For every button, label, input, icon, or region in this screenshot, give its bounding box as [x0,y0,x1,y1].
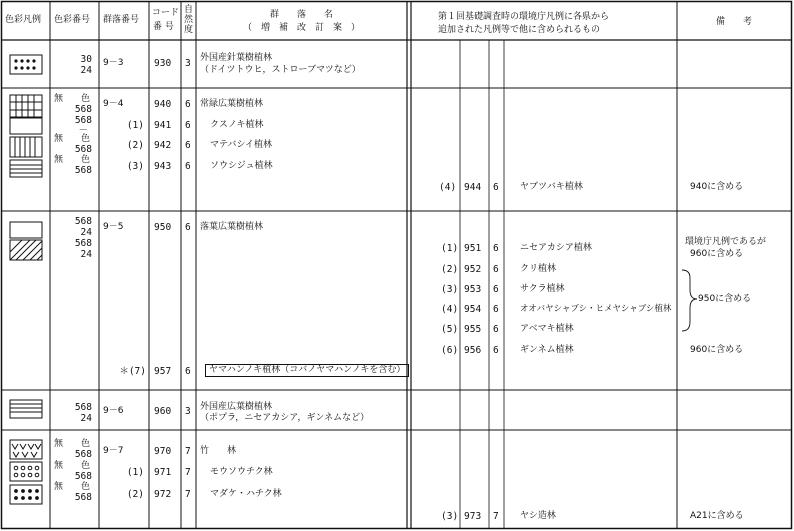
color-number: 24 [80,65,92,76]
code-number: 930 [154,58,172,69]
added-nat: 6 [493,345,499,356]
header-nat-a: 自 [184,5,194,15]
community-name: モウソウチク林 [210,467,273,477]
header-nat-c: 度 [184,25,194,35]
header-name-a: 群 落 名 [269,10,333,20]
sub-number: ＊(7) [119,366,146,377]
color-number: 24 [80,249,92,260]
color-number: 無 色 [54,482,91,492]
code-number: 943 [154,161,172,172]
code-number: 941 [154,120,172,131]
color-number: 568 [74,471,92,482]
code-number: 971 [154,467,172,478]
added-code: 956 [464,345,482,356]
color-number: 568 [74,165,92,176]
added-sub-number: (6) [441,345,459,356]
added-name: クリ植林 [520,264,557,274]
swatch-plain-950 [10,222,42,238]
naturalness: 6 [185,99,191,110]
added-sub-number: (3) [441,511,459,522]
swatch-vertical-942 [10,137,42,157]
naturalness: 7 [185,446,191,457]
added-code: 953 [464,284,482,295]
swatch-horizontal-943 [10,160,42,177]
sub-number: (2) [126,489,144,500]
naturalness: 3 [185,58,191,69]
color-number: 30 [80,54,92,65]
sub-number: (3) [126,161,144,172]
added-sub-number: (3) [441,284,459,295]
swatch-dots-930 [10,55,42,74]
color-number: 568 [74,104,92,115]
remark: 環境庁凡例であるが [685,237,767,247]
remark: 960に含める [690,249,744,259]
sub-number: (1) [126,467,144,478]
header-code-b: 番 号 [153,22,174,32]
community-name: 外国産広葉樹植林 [200,402,273,412]
added-nat: 6 [493,284,499,295]
group-number: 9－6 [103,406,124,416]
community-name: マダケ・ハチク林 [210,489,282,499]
added-nat: 6 [493,182,499,193]
added-name: ギンネム植林 [520,345,574,355]
swatch-dense-dots-972 [10,485,42,504]
header-color-number: 色彩番号 [54,15,91,25]
added-code: 954 [464,304,482,315]
added-sub-number: (4) [441,304,459,315]
remark: 940に含める [690,182,744,192]
sub-number: (1) [126,120,144,131]
naturalness: 7 [185,467,191,478]
color-number: 568 [74,238,92,249]
swatch-grid-940 [10,95,42,117]
community-name: 常緑広葉樹植林 [200,99,264,109]
added-nat: 6 [493,243,499,254]
code-number: 960 [154,406,172,417]
naturalness: 6 [185,161,191,172]
code-number: 940 [154,99,172,110]
code-number: 970 [154,446,172,457]
community-name-sub: （ドイツトウヒ，ストローブマツなど） [200,65,361,75]
community-name-sub: （ポプラ，ニセアカシア，ギンネムなど） [200,413,370,423]
added-sub-number: (4) [439,182,457,193]
swatch-chevron-970 [10,440,42,459]
color-number: 568 [74,492,92,503]
added-nat: 6 [493,264,499,275]
added-code: 952 [464,264,482,275]
community-name: マテバシイ植林 [210,140,273,150]
header-added-a: 第１回基礎調査時の環境庁凡例に各県から [438,12,610,22]
added-nat: 7 [493,511,499,522]
remark: 960に含める [690,345,744,355]
added-code: 951 [464,243,482,254]
sub-number: (2) [126,140,144,151]
added-name: オオバヤシャブシ・ヒメヤシャブシ植林 [520,304,672,314]
community-name: 竹 林 [200,446,237,456]
header-code-a: コード [152,8,180,18]
added-nat: 6 [493,324,499,335]
swatch-rings-971 [10,462,42,481]
swatch-horizontal-960 [10,400,42,418]
added-sub-number: (5) [441,324,459,335]
naturalness: 6 [185,120,191,131]
added-name: ヤシ造林 [520,511,556,521]
header-added-b: 追加された凡例等で他に含められるもの [438,25,601,35]
added-sub-number: (1) [441,243,459,254]
color-number: 24 [80,413,92,424]
code-number: 950 [154,222,172,233]
color-number: 568 [74,402,92,413]
color-number: － [78,125,88,136]
color-number: 無 色 [54,461,91,471]
group-number: 9－5 [103,222,124,232]
header-legend: 色彩凡例 [5,15,42,25]
added-nat: 6 [493,304,499,315]
color-number: 無 色 [54,439,91,449]
group-number: 9－7 [103,446,124,456]
color-number: 無 色 [54,94,91,104]
added-name: アベマキ植林 [520,324,574,334]
group-number: 9－3 [103,58,124,68]
swatch-diagonal-957 [10,240,42,260]
naturalness: 6 [185,140,191,151]
code-number: 972 [154,489,172,500]
remark: A21に含める [690,511,744,521]
community-name: 外国産針葉樹植林 [200,53,273,63]
brace-remark: 950に含める [698,294,752,304]
added-name: サクラ植林 [520,284,565,294]
color-number: 24 [80,227,92,238]
group-number: 9－4 [103,99,124,109]
code-number: 957 [154,366,172,377]
color-number: 無 色 [54,155,91,165]
swatch-plain-941 [10,118,42,134]
added-name: ヤブツバキ植林 [520,182,583,192]
color-number: 無 色 [54,134,91,144]
color-number: 568 [74,115,92,126]
naturalness: 6 [185,366,191,377]
color-number: 568 [74,449,92,460]
header-nat-b: 然 [184,15,194,25]
added-name: ニセアカシア植林 [520,243,592,253]
community-name: クスノキ植林 [210,120,264,130]
added-code: 973 [464,511,482,522]
added-code: 955 [464,324,482,335]
added-code: 944 [464,182,482,193]
header-remarks: 備 考 [715,17,752,27]
header-name-b: （ 増 補 改 訂 案 ） [242,23,360,33]
color-number: 568 [74,144,92,155]
community-name-boxed: ヤマハンノキ植林（コバノヤマハンノキを含む） [205,364,409,377]
code-number: 942 [154,140,172,151]
community-name: 落葉広葉樹植林 [200,222,264,232]
community-name: ソウシジュ植林 [210,161,273,171]
naturalness: 3 [185,406,191,417]
naturalness: 7 [185,489,191,500]
color-number: 568 [74,216,92,227]
naturalness: 6 [185,222,191,233]
added-sub-number: (2) [441,264,459,275]
header-group-number: 群落番号 [103,15,140,25]
